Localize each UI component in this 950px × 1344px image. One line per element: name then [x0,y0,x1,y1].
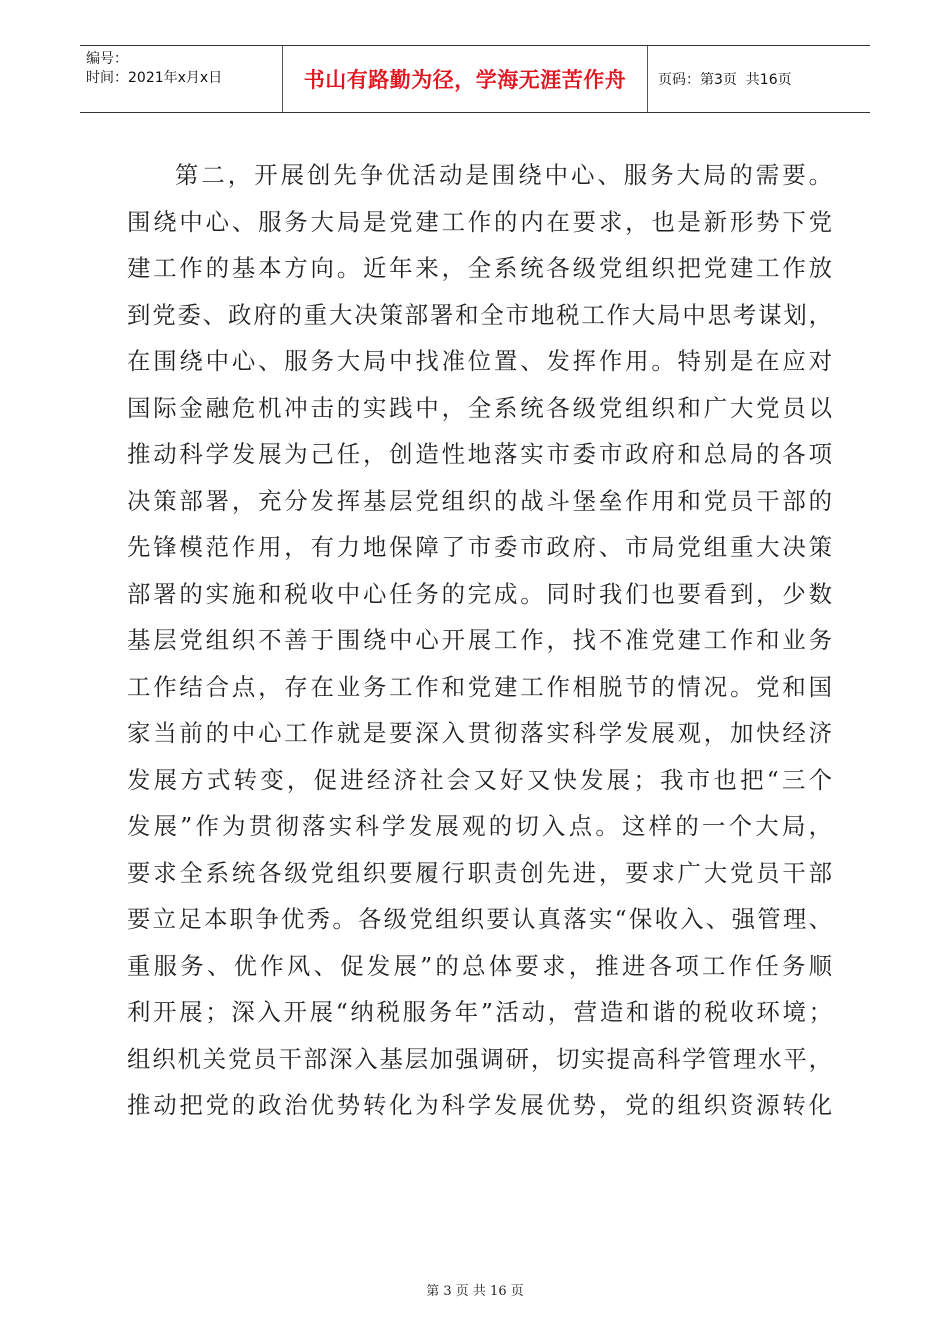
paragraph-line: 围绕中心、服务大局是党建工作的内在要求，也是新形势下党 [127,207,832,236]
paragraph-line: 利开展；深入开展“纳税服务年”活动，营造和谐的税收环境； [127,998,832,1026]
paragraph-line: 国际金融危机冲击的实践中，全系统各级党组织和广大党员以 [127,393,832,422]
paragraph-line: 决策部署，充分发挥基层党组织的战斗堡垒作用和党员干部的 [127,486,832,515]
paragraph-line: 建工作的基本方向。近年来，全系统各级党组织把党建工作放 [127,254,832,282]
paragraph-line: 要求全系统各级党组织要履行职责创先进，要求广大党员干部 [127,858,832,887]
paragraph-line: 基层党组织不善于围绕中心开展工作，找不准党建工作和业务 [127,626,832,654]
document-header [80,45,870,113]
paragraph-line: 重服务、优作风、促发展”的总体要求，推进各项工作任务顺 [127,951,832,980]
paragraph-line: 推动把党的政治优势转化为科学发展优势，党的组织资源转化 [127,1091,832,1119]
header-motto: 书山有路勤为径，学海无涯苦作舟 [283,46,648,112]
paragraph-line: 发展”作为贯彻落实科学发展观的切入点。这样的一个大局， [127,812,832,840]
paragraph-line: 发展方式转变，促进经济社会又好又快发展；我市也把“三个 [127,765,832,794]
header-page-info: 页码：第3页 共16页 [658,72,792,88]
paragraph-line: 先锋模范作用，有力地保障了市委市政府、市局党组重大决策 [127,533,832,561]
header-meta [80,46,283,112]
paragraph-line: 要立足本职争优秀。各级党组织要认真落实“保收入、强管理、 [127,905,832,933]
date-label: 时间：2021年x月x日 [86,70,223,86]
paragraph-line: 推动科学发展为己任，创造性地落实市委市政府和总局的各项 [127,440,832,468]
paragraph-line: 家当前的中心工作就是要深入贯彻落实科学发展观，加快经济 [127,719,832,747]
page-footer: 第 3 页 共 16 页 [426,1284,524,1299]
serial-number-label: 编号： [86,51,128,67]
paragraph-line: 工作结合点，存在业务工作和党建工作相脱节的情况。党和国 [127,672,832,701]
paragraph-line: 到党委、政府的重大决策部署和全市地税工作大局中思考谋划， [127,300,832,329]
paragraph-line: 第二，开展创先争优活动是围绕中心、服务大局的需要。 [175,161,832,189]
paragraph-line: 部署的实施和税收中心任务的完成。同时我们也要看到，少数 [127,579,832,608]
paragraph-line: 在围绕中心、服务大局中找准位置、发挥作用。特别是在应对 [127,347,832,375]
body-paragraph [127,152,832,1129]
paragraph-line: 组织机关党员干部深入基层加强调研，切实提高科学管理水平， [127,1044,832,1073]
